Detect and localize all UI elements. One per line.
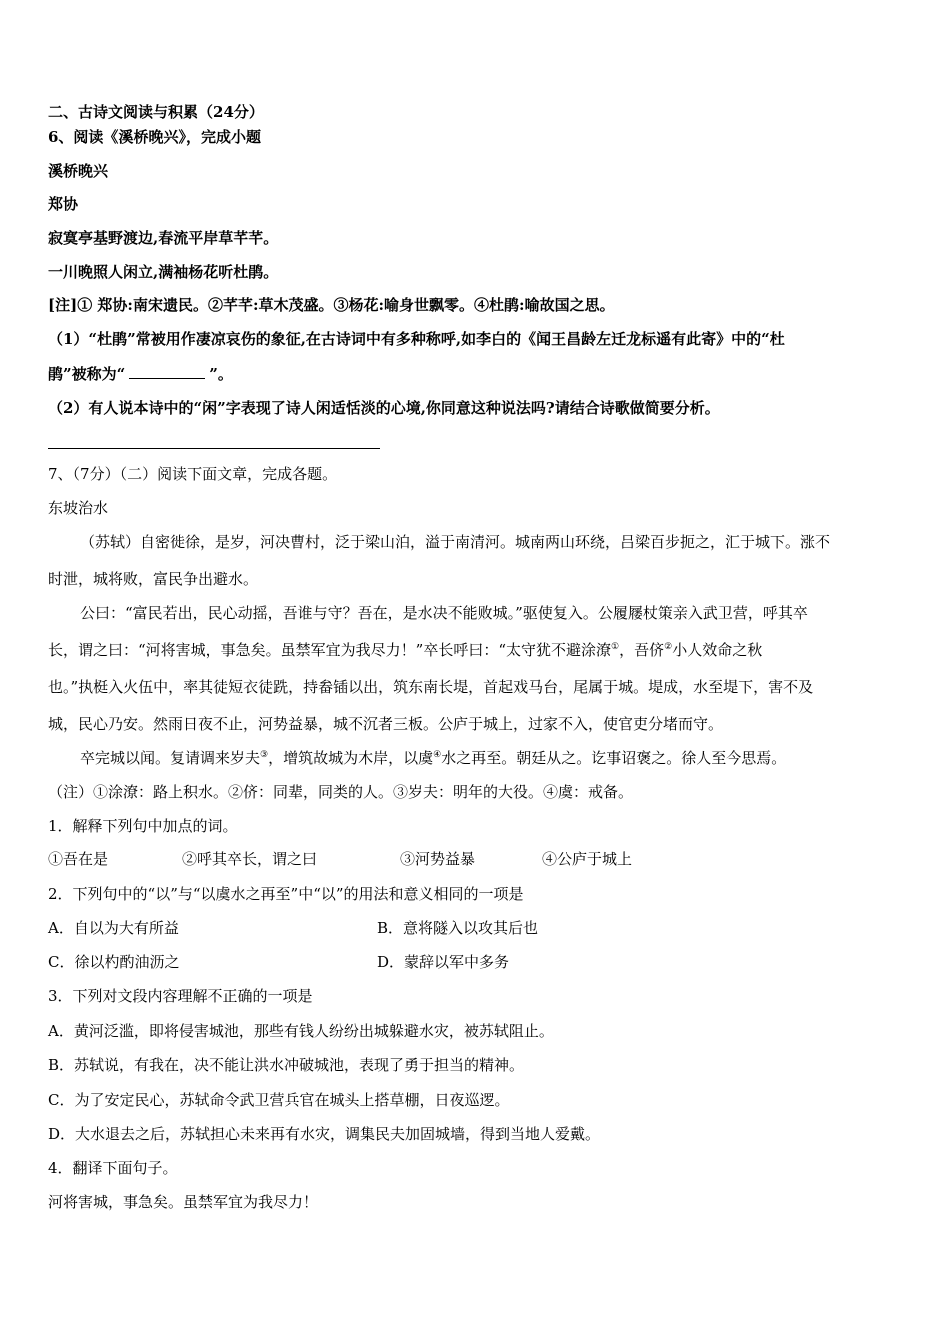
p2-text-b: ，吾侪 <box>619 641 665 659</box>
article-notes: （注）①涂潦：路上积水。②侪：同辈，同类的人。③岁夫：明年的大役。④虞：戒备。 <box>48 783 634 801</box>
footnote-marker-1: ① <box>611 642 620 652</box>
article-p3 <box>80 748 786 768</box>
poem-line-1: 寂寞亭基野渡边,春流平岸草芊芊。 <box>48 229 279 247</box>
sq2-prompt: 2．下列句中的“以”与“以虞水之再至”中“以”的用法和意义相同的一项是 <box>48 885 524 903</box>
sq4-sentence: 河将害城，事急矣。虽禁军宜为我尽力！ <box>48 1193 319 1211</box>
sq1-item-1: ①吾在是 <box>48 850 109 868</box>
article-p2-line1: 公曰：“富民若出，民心动摇，吾谁与守？吾在，是水决不能败城。”驱使复入。公履屦杖策亲入武卫营，呼其卒 <box>80 604 808 622</box>
p3-text-a: 卒完城以闻。复请调来岁夫 <box>80 749 261 767</box>
sq4-prompt: 4．翻译下面句子。 <box>48 1159 178 1177</box>
q6-prompt: 6、阅读《溪桥晚兴》，完成小题 <box>48 128 261 146</box>
fill-in-blank[interactable] <box>129 364 205 379</box>
sq3-option-b[interactable]: B．苏轼说，有我在，决不能让洪水冲破城池，表现了勇于担当的精神。 <box>48 1056 525 1074</box>
section-heading: 二、古诗文阅读与积累（24分） <box>48 103 264 121</box>
sq1-item-2: ②呼其卒长，谓之曰 <box>182 850 318 868</box>
footnote-marker-4: ④ <box>433 750 442 760</box>
p2-text-a: 长，谓之曰：“河将害城，事急矣。虽禁军宜为我尽力！”卒长呼曰：“太守犹不避涂潦 <box>48 641 612 659</box>
p2-text-c: 小人效命之秋 <box>672 641 763 659</box>
q6-sub1-text-post: ”。 <box>209 365 233 383</box>
sq2-option-d[interactable]: D．蒙辞以军中多务 <box>377 953 510 971</box>
poem-title: 溪桥晚兴 <box>48 162 109 180</box>
article-p1-line1: （苏轼）自密徙徐，是岁，河决曹村，泛于梁山泊，溢于南清河。城南两山环绕，吕梁百步扼之，汇于城下。涨不 <box>80 533 831 551</box>
sq1-item-3: ③河势益暴 <box>400 850 476 868</box>
answer-line[interactable] <box>48 448 380 449</box>
q6-sub2: （2）有人说本诗中的“闲”字表现了诗人闲适恬淡的心境,你同意这种说法吗?请结合诗歌做简要分析。 <box>48 399 720 417</box>
article-p2-line4: 城，民心乃安。然雨日夜不止，河势益暴，城不沉者三板。公庐于城上，过家不入，使官吏分堵而守。 <box>48 715 724 733</box>
p3-text-c: 水之再至。朝廷从之。讫事诏褒之。徐人至今思焉。 <box>441 749 787 767</box>
q6-sub1-text-pre: 鹃”被称为“ <box>48 365 126 383</box>
sq3-option-a[interactable]: A．黄河泛滥，即将侵害城池，那些有钱人纷纷出城躲避水灾，被苏轼阻止。 <box>48 1022 554 1040</box>
q7-prompt: 7、（7分）（二）阅读下面文章，完成各题。 <box>48 465 338 483</box>
article-p1-line2: 时泄，城将败，富民争出避水。 <box>48 570 259 588</box>
q6-sub1-line2 <box>48 364 233 384</box>
poem-line-2: 一川晚照人闲立,满袖杨花听杜鹃。 <box>48 263 279 281</box>
sq1-item-4: ④公庐于城上 <box>542 850 633 868</box>
p3-text-b: ，增筑故城为木岸，以虞 <box>268 749 434 767</box>
poem-notes: [注]① 郑协:南宋遗民。②芊芊:草木茂盛。③杨花:喻身世飘零。④杜鹃:喻故国之思。 <box>48 296 615 314</box>
footnote-marker-2: ② <box>664 642 673 652</box>
sq2-option-b[interactable]: B．意将隧入以攻其后也 <box>377 919 539 937</box>
poem-author: 郑协 <box>48 195 79 213</box>
sq3-option-d[interactable]: D．大水退去之后，苏轼担心未来再有水灾，调集民夫加固城墙，得到当地人爱戴。 <box>48 1125 601 1143</box>
sq2-option-a[interactable]: A．自以为大有所益 <box>48 919 179 937</box>
sq3-option-c[interactable]: C．为了安定民心，苏轼命令武卫营兵官在城头上搭草棚，日夜巡逻。 <box>48 1091 510 1109</box>
footnote-marker-3: ③ <box>260 750 269 760</box>
sq1-prompt: 1．解释下列句中加点的词。 <box>48 817 238 835</box>
sq2-option-c[interactable]: C．徐以杓酌油沥之 <box>48 953 180 971</box>
article-p2-line2 <box>48 640 762 660</box>
sq3-prompt: 3．下列对文段内容理解不正确的一项是 <box>48 987 313 1005</box>
article-title: 东坡治水 <box>48 499 109 517</box>
article-p2-line3: 也。”执梃入火伍中，率其徒短衣徒跣，持畚锸以出，筑东南长堤，首起戏马台，尾属于城。堤成，水至堤下，害不及 <box>48 678 814 696</box>
q6-sub1-line1: （1）“杜鹃”常被用作凄凉哀伤的象征,在古诗词中有多种称呼,如李白的《闻王昌龄左迁龙标遥有此寄》中的“杜 <box>48 330 785 348</box>
